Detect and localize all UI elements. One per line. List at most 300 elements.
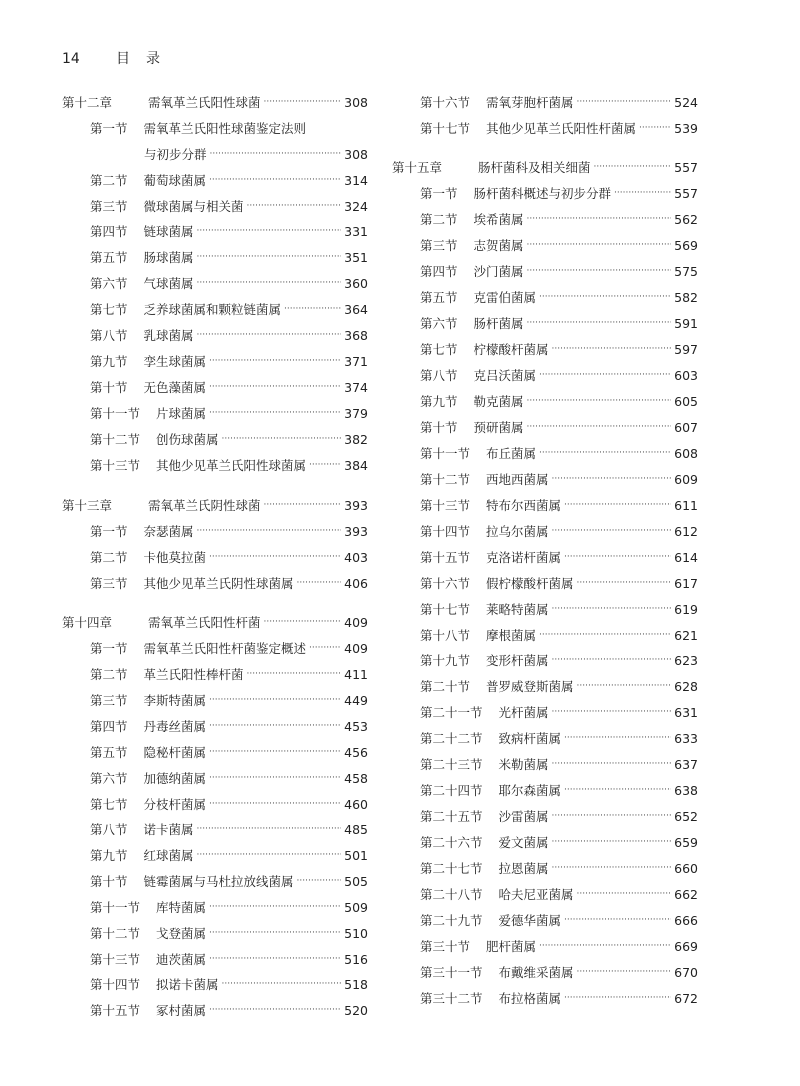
dot-leader <box>197 247 342 267</box>
entry-page-number: 621 <box>674 627 698 643</box>
entry-title: 李斯特菌属 <box>143 693 207 708</box>
toc-section-entry[interactable] <box>62 897 368 917</box>
toc-section-entry[interactable] <box>392 858 698 878</box>
toc-section-entry[interactable] <box>392 573 698 593</box>
entry-title: 乳球菌属 <box>143 328 194 343</box>
entry-number: 第二十六节 <box>420 835 483 850</box>
entry-number: 第四节 <box>90 224 128 239</box>
dot-leader <box>197 325 342 345</box>
dot-leader <box>552 754 672 774</box>
dot-leader <box>539 936 671 956</box>
entry-page-number: 591 <box>674 315 698 331</box>
entry-number: 第五节 <box>90 250 128 265</box>
dot-leader <box>539 287 671 307</box>
entry-title: 分枝杆菌属 <box>143 797 207 812</box>
entry-number: 第二节 <box>420 212 458 227</box>
toc-section-entry[interactable] <box>392 599 698 619</box>
toc-section-entry[interactable] <box>392 884 698 904</box>
entry-number: 第七节 <box>420 342 458 357</box>
entry-title: 志贺菌属 <box>473 238 524 253</box>
entry-title: 链球菌属 <box>143 224 194 239</box>
toc-section-entry[interactable] <box>62 664 368 684</box>
dot-leader <box>264 612 342 632</box>
dot-leader <box>209 170 341 190</box>
entry-title: 其他少见革兰氏阴性球菌属 <box>143 576 294 591</box>
entry-page-number: 406 <box>344 575 368 591</box>
entry-title: 拉乌尔菌属 <box>486 524 549 539</box>
entry-number: 第三节 <box>90 199 128 214</box>
toc-section-entry[interactable] <box>392 443 698 463</box>
toc-section-entry[interactable] <box>62 521 368 541</box>
toc-section-entry[interactable] <box>62 547 368 567</box>
dot-leader <box>264 495 342 515</box>
entry-title: 丹毒丝菌属 <box>143 719 207 734</box>
toc-section-entry[interactable] <box>392 92 698 112</box>
entry-page-number: 368 <box>344 327 368 343</box>
entry-page-number: 603 <box>674 367 698 383</box>
entry-number: 第二十二节 <box>420 731 483 746</box>
entry-title: 耶尔森菌属 <box>498 783 562 798</box>
entry-title: 孪生球菌属 <box>143 354 207 369</box>
toc-section-entry[interactable] <box>62 403 368 423</box>
toc-section-entry[interactable] <box>392 625 698 645</box>
entry-number: 第九节 <box>90 354 128 369</box>
entry-title: 无色藻菌属 <box>143 380 207 395</box>
dot-leader <box>552 521 672 541</box>
toc-section-entry[interactable] <box>392 521 698 541</box>
entry-number: 第八节 <box>90 328 128 343</box>
entry-number: 第十一节 <box>90 900 141 915</box>
entry-number: 第三节 <box>90 693 128 708</box>
dot-leader <box>527 417 672 437</box>
entry-number: 第二十节 <box>420 679 471 694</box>
toc-section-entry[interactable] <box>392 313 698 333</box>
toc-section-entry[interactable] <box>392 235 698 255</box>
entry-number: 第八节 <box>90 822 128 837</box>
dot-leader <box>577 573 672 593</box>
dot-leader <box>564 910 671 930</box>
entry-number: 第二十三节 <box>420 757 483 772</box>
dot-leader <box>527 391 672 411</box>
entry-title: 拟诺卡菌属 <box>156 977 219 992</box>
toc-section-entry[interactable] <box>392 962 698 982</box>
entry-title: 冢村菌属 <box>156 1003 207 1018</box>
entry-title: 爱文菌属 <box>498 835 549 850</box>
entry-page-number: 557 <box>674 159 698 175</box>
dot-leader <box>552 702 672 722</box>
entry-title: 肠杆菌属 <box>473 316 524 331</box>
toc-section-entry[interactable] <box>392 676 698 696</box>
entry-page-number: 509 <box>344 899 368 915</box>
entry-title: 库特菌属 <box>156 900 207 915</box>
dot-leader <box>197 845 342 865</box>
entry-title: 克洛诺杆菌属 <box>486 550 562 565</box>
toc-section-entry[interactable] <box>62 196 368 216</box>
toc-section-entry[interactable] <box>392 910 698 930</box>
dot-leader <box>564 728 671 748</box>
dot-leader <box>539 443 671 463</box>
toc-section-entry[interactable] <box>392 183 698 203</box>
entry-page-number: 409 <box>344 614 368 630</box>
entry-page-number: 456 <box>344 744 368 760</box>
entry-page-number: 351 <box>344 249 368 265</box>
entry-number: 第六节 <box>90 771 128 786</box>
toc-section-entry[interactable] <box>62 221 368 241</box>
entry-title: 诺卡菌属 <box>143 822 194 837</box>
entry-number: 第十七节 <box>420 121 471 136</box>
entry-number: 第九节 <box>90 848 128 863</box>
dot-leader <box>209 923 341 943</box>
dot-leader <box>197 521 342 541</box>
entry-number: 第十三节 <box>420 498 471 513</box>
toc-section-entry[interactable] <box>392 806 698 826</box>
dot-leader <box>284 299 341 319</box>
dot-leader <box>209 690 341 710</box>
dot-leader <box>209 403 341 423</box>
toc-chapter-entry[interactable] <box>62 495 368 515</box>
entry-page-number: 617 <box>674 575 698 591</box>
entry-page-number: 505 <box>344 873 368 889</box>
toc-section-entry[interactable] <box>392 702 698 722</box>
dot-leader <box>209 716 341 736</box>
entry-title: 与初步分群 <box>144 147 207 162</box>
toc-section-entry[interactable] <box>62 325 368 345</box>
toc-section-entry[interactable] <box>392 209 698 229</box>
toc-section-entry[interactable] <box>62 716 368 736</box>
entry-title: 布丘菌属 <box>486 446 537 461</box>
entry-title: 革兰氏阳性棒杆菌 <box>143 667 244 682</box>
toc-section-entry[interactable] <box>392 650 698 670</box>
entry-page-number: 623 <box>674 652 698 668</box>
entry-page-number: 371 <box>344 353 368 369</box>
toc-section-entry[interactable] <box>62 923 368 943</box>
entry-page-number: 460 <box>344 796 368 812</box>
entry-page-number: 518 <box>344 976 368 992</box>
dot-leader <box>564 780 671 800</box>
entry-page-number: 608 <box>674 445 698 461</box>
dot-leader <box>577 962 672 982</box>
toc-section-entry[interactable] <box>392 261 698 281</box>
toc-section-entry[interactable] <box>62 377 368 397</box>
entry-number: 第二节 <box>90 550 128 565</box>
toc-section-entry[interactable] <box>62 351 368 371</box>
entry-title: 迪茨菌属 <box>156 952 207 967</box>
entry-number: 第四节 <box>420 264 458 279</box>
entry-page-number: 637 <box>674 756 698 772</box>
entry-number: 第九节 <box>420 394 458 409</box>
toc-section-entry[interactable] <box>392 832 698 852</box>
entry-page-number: 605 <box>674 393 698 409</box>
entry-number: 第三节 <box>90 576 128 591</box>
entry-number: 第二节 <box>90 173 128 188</box>
entry-number: 第一节 <box>90 524 128 539</box>
entry-page-number: 659 <box>674 834 698 850</box>
entry-number: 第五节 <box>420 290 458 305</box>
toc-section-entry[interactable] <box>392 936 698 956</box>
entry-page-number: 672 <box>674 990 698 1006</box>
entry-page-number: 612 <box>674 523 698 539</box>
entry-title: 普罗威登斯菌属 <box>486 679 574 694</box>
entry-title: 其他少见革兰氏阳性球菌属 <box>156 458 307 473</box>
toc-section-entry[interactable] <box>392 547 698 567</box>
entry-number: 第十二节 <box>90 926 141 941</box>
toc-section-entry[interactable] <box>62 1000 368 1020</box>
dot-leader <box>209 768 341 788</box>
toc-section-entry[interactable] <box>62 118 368 138</box>
entry-number: 第七节 <box>90 797 128 812</box>
entry-title: 隐秘杆菌属 <box>143 745 207 760</box>
entry-page-number: 633 <box>674 730 698 746</box>
toc-section-entry[interactable] <box>62 794 368 814</box>
entry-number: 第二十一节 <box>420 705 483 720</box>
dot-leader <box>527 235 672 255</box>
entry-title: 微球菌属与相关菌 <box>143 199 244 214</box>
entry-page-number: 364 <box>344 301 368 317</box>
toc-section-entry[interactable] <box>62 974 368 994</box>
toc-section-entry[interactable] <box>62 573 368 593</box>
entry-page-number: 453 <box>344 718 368 734</box>
entry-title: 西地西菌属 <box>486 472 549 487</box>
entry-page-number: 458 <box>344 770 368 786</box>
entry-number: 第六节 <box>90 276 128 291</box>
dot-leader <box>539 365 671 385</box>
entry-title: 需氧革兰氏阳性杆菌 <box>148 615 261 630</box>
entry-page-number: 631 <box>674 704 698 720</box>
toc-section-entry[interactable] <box>392 417 698 437</box>
entry-page-number: 360 <box>344 275 368 291</box>
dot-leader <box>297 573 342 593</box>
dot-leader <box>564 495 671 515</box>
dot-leader <box>527 261 672 281</box>
entry-page-number: 670 <box>674 964 698 980</box>
entry-number: 第二十七节 <box>420 861 483 876</box>
entry-title: 肠球菌属 <box>143 250 194 265</box>
toc-section-entry[interactable] <box>392 754 698 774</box>
toc-section-entry[interactable] <box>62 170 368 190</box>
dot-leader <box>552 858 672 878</box>
entry-number: 第一节 <box>420 186 458 201</box>
entry-title: 特布尔西菌属 <box>486 498 562 513</box>
toc-section-entry[interactable] <box>62 144 368 164</box>
toc-section-entry[interactable] <box>392 988 698 1008</box>
dot-leader <box>552 339 672 359</box>
toc-section-entry[interactable] <box>62 455 368 475</box>
dot-leader <box>209 794 341 814</box>
entry-title: 需氧革兰氏阳性杆菌鉴定概述 <box>143 641 307 656</box>
dot-leader <box>552 599 672 619</box>
entry-number: 第三十节 <box>420 939 471 954</box>
entry-page-number: 597 <box>674 341 698 357</box>
entry-title: 其他少见革兰氏阳性杆菌属 <box>486 121 637 136</box>
entry-title: 致病杆菌属 <box>498 731 562 746</box>
entry-title: 勒克菌属 <box>473 394 524 409</box>
entry-title: 需氧革兰氏阴性球菌 <box>148 498 261 513</box>
dot-leader <box>209 547 341 567</box>
toc-section-entry[interactable] <box>62 819 368 839</box>
entry-number: 第十二节 <box>420 472 471 487</box>
toc-section-entry[interactable] <box>392 495 698 515</box>
toc-section-entry[interactable] <box>392 287 698 307</box>
entry-number: 第十二节 <box>90 432 141 447</box>
entry-page-number: 562 <box>674 211 698 227</box>
entry-page-number: 308 <box>344 146 368 162</box>
entry-page-number: 510 <box>344 925 368 941</box>
entry-title: 红球菌属 <box>143 848 194 863</box>
dot-leader <box>614 183 671 203</box>
entry-number: 第十三章 <box>62 498 113 513</box>
entry-page-number: 666 <box>674 912 698 928</box>
entry-page-number: 374 <box>344 379 368 395</box>
dot-leader <box>564 547 671 567</box>
entry-title: 光杆菌属 <box>498 705 549 720</box>
entry-title: 变形杆菌属 <box>486 653 549 668</box>
dot-leader <box>222 974 342 994</box>
entry-title: 假柠檬酸杆菌属 <box>486 576 574 591</box>
entry-page-number: 628 <box>674 678 698 694</box>
dot-leader <box>264 92 342 112</box>
entry-page-number: 382 <box>344 431 368 447</box>
entry-number: 第七节 <box>90 302 128 317</box>
entry-number: 第三节 <box>420 238 458 253</box>
toc-section-entry[interactable] <box>392 339 698 359</box>
entry-number: 第十六节 <box>420 95 471 110</box>
entry-number: 第十五章 <box>392 160 443 175</box>
entry-title: 米勒菌属 <box>498 757 549 772</box>
entry-title: 卡他莫拉菌 <box>143 550 207 565</box>
entry-page-number: 324 <box>344 198 368 214</box>
toc-chapter-entry[interactable] <box>62 92 368 112</box>
entry-page-number: 485 <box>344 821 368 837</box>
entry-number: 第十四节 <box>90 977 141 992</box>
dot-leader <box>527 209 672 229</box>
entry-title: 乏养球菌属和颗粒链菌属 <box>143 302 282 317</box>
entry-page-number: 569 <box>674 237 698 253</box>
dot-leader <box>309 455 341 475</box>
entry-page-number: 539 <box>674 120 698 136</box>
entry-number: 第十七节 <box>420 602 471 617</box>
dot-leader <box>539 625 671 645</box>
toc-section-entry[interactable] <box>392 391 698 411</box>
entry-title: 布戴维采菌属 <box>498 965 574 980</box>
dot-leader <box>552 832 672 852</box>
page-header <box>62 48 176 68</box>
dot-leader <box>639 118 671 138</box>
entry-page-number: 384 <box>344 457 368 473</box>
dot-leader <box>197 221 342 241</box>
dot-leader <box>564 988 671 1008</box>
dot-leader <box>197 819 342 839</box>
entry-number: 第四节 <box>90 719 128 734</box>
dot-leader <box>577 884 672 904</box>
dot-leader <box>209 1000 341 1020</box>
entry-number: 第十四章 <box>62 615 113 630</box>
entry-title: 片球菌属 <box>156 406 207 421</box>
dot-leader <box>552 806 672 826</box>
toc-section-entry[interactable] <box>62 299 368 319</box>
entry-number: 第十二章 <box>62 95 113 110</box>
entry-title: 埃希菌属 <box>473 212 524 227</box>
dot-leader <box>552 469 672 489</box>
toc-chapter-entry[interactable] <box>392 157 698 177</box>
entry-number: 第十节 <box>90 874 128 889</box>
toc-chapter-entry[interactable] <box>62 612 368 632</box>
entry-number: 第十一节 <box>420 446 471 461</box>
entry-number: 第八节 <box>420 368 458 383</box>
entry-page-number: 575 <box>674 263 698 279</box>
entry-title: 克雷伯菌属 <box>473 290 537 305</box>
entry-title: 奈瑟菌属 <box>143 524 194 539</box>
toc-section-entry[interactable] <box>62 273 368 293</box>
entry-page-number: 411 <box>344 666 368 682</box>
toc-section-entry[interactable] <box>62 742 368 762</box>
toc-section-entry[interactable] <box>62 247 368 267</box>
entry-page-number: 662 <box>674 886 698 902</box>
dot-leader <box>210 144 342 164</box>
entry-title: 加德纳菌属 <box>143 771 207 786</box>
toc-section-entry[interactable] <box>62 768 368 788</box>
entry-title: 肠杆菌科及相关细菌 <box>478 160 591 175</box>
entry-number: 第十节 <box>420 420 458 435</box>
entry-title: 预研菌属 <box>473 420 524 435</box>
entry-title: 哈夫尼亚菌属 <box>498 887 574 902</box>
entry-title: 气球菌属 <box>143 276 194 291</box>
entry-page-number: 516 <box>344 951 368 967</box>
entry-title: 链霉菌属与马杜拉放线菌属 <box>143 874 294 889</box>
entry-page-number: 638 <box>674 782 698 798</box>
toc-section-entry[interactable] <box>62 949 368 969</box>
dot-leader <box>209 377 341 397</box>
entry-page-number: 409 <box>344 640 368 656</box>
toc-section-entry[interactable] <box>392 118 698 138</box>
entry-number: 第十四节 <box>420 524 471 539</box>
dot-leader <box>222 429 342 449</box>
entry-title: 创伤球菌属 <box>156 432 219 447</box>
entry-page-number: 520 <box>344 1002 368 1018</box>
toc-section-entry[interactable] <box>392 780 698 800</box>
entry-number: 第三十二节 <box>420 991 483 1006</box>
entry-number: 第十一节 <box>90 406 141 421</box>
entry-page-number: 609 <box>674 471 698 487</box>
entry-page-number: 393 <box>344 497 368 513</box>
entry-title: 沙门菌属 <box>473 264 524 279</box>
toc-section-entry[interactable] <box>62 638 368 658</box>
entry-page-number: 660 <box>674 860 698 876</box>
entry-page-number: 449 <box>344 692 368 708</box>
entry-page-number: 379 <box>344 405 368 421</box>
running-title: 目录 <box>116 51 176 67</box>
toc-section-entry[interactable] <box>392 469 698 489</box>
dot-leader <box>577 676 672 696</box>
dot-leader <box>309 638 341 658</box>
entry-number: 第十六节 <box>420 576 471 591</box>
entry-title: 需氧革兰氏阳性球菌 <box>148 95 261 110</box>
entry-page-number: 314 <box>344 172 368 188</box>
toc-section-entry[interactable] <box>62 845 368 865</box>
dot-leader <box>209 949 341 969</box>
entry-page-number: 619 <box>674 601 698 617</box>
entry-title: 需氧芽胞杆菌属 <box>486 95 574 110</box>
toc-section-entry[interactable] <box>62 871 368 891</box>
dot-leader <box>594 157 672 177</box>
toc-section-entry[interactable] <box>62 429 368 449</box>
toc-section-entry[interactable] <box>392 365 698 385</box>
dot-leader <box>527 313 672 333</box>
toc-section-entry[interactable] <box>392 728 698 748</box>
dot-leader <box>209 742 341 762</box>
toc-section-entry[interactable] <box>62 690 368 710</box>
entry-number: 第二十八节 <box>420 887 483 902</box>
dot-leader <box>297 871 342 891</box>
